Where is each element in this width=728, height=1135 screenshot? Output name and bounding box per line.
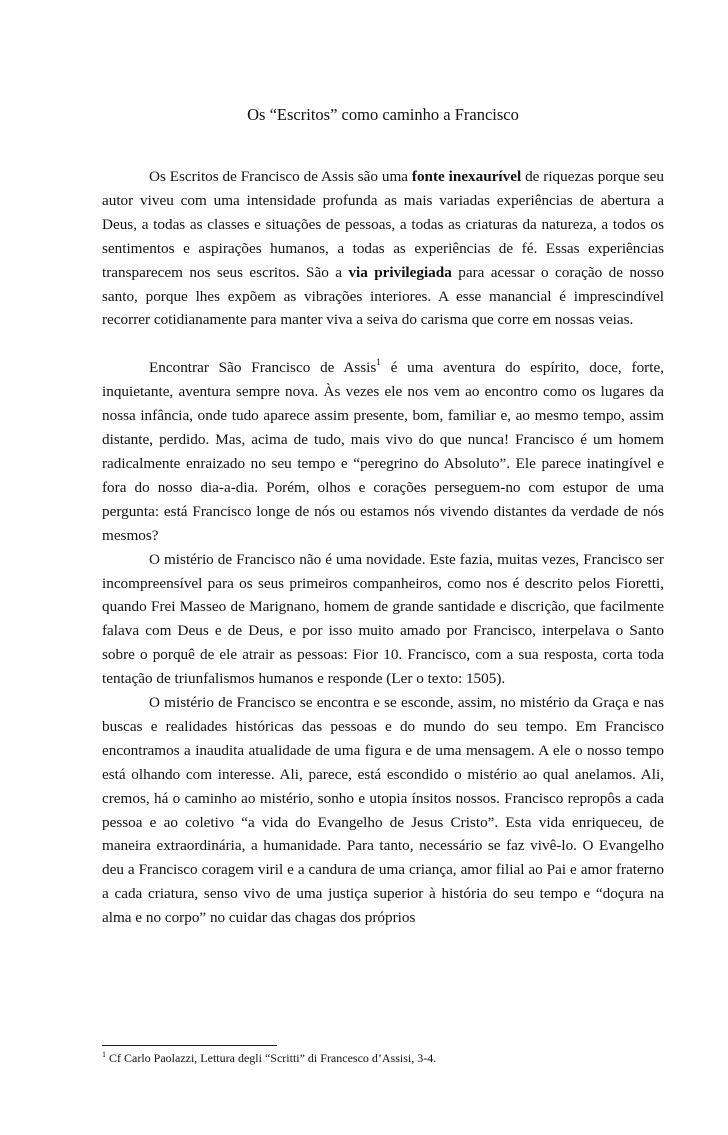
paragraph-1-bold-2: via privilegiada [348, 263, 452, 281]
paragraph-2 [102, 356, 664, 547]
page-title: Os “Escritos” como caminho a Francisco [247, 105, 519, 124]
paragraph-1-text-c: de riquezas porque seu autor viveu com uma intensidade profunda as mais variadas experiências de abertura a Deus, a todas as classes e situações de pessoas, a todas as criaturas da natureza, a todos os sentimentos e aspirações humanos, a todas as experiências de fé. Essas experiências transparecem nos seus escritos. São a [102, 168, 665, 281]
footnote [102, 1051, 662, 1066]
paragraph-1-text-d: para acessar o coração de nosso santo, porque lhes expõem as vibrações interiores. A esse manancial é imprescindível recorrer cotidianamente para manter viva a seiva do carisma que corre em nossas veias. [102, 263, 664, 329]
document-page [0, 105, 728, 1135]
paragraph-1-bold-1: fonte inexaurível [411, 168, 522, 185]
document-body [102, 165, 664, 930]
paragraph-2-text-a: Encontrar São Francisco de Assis [149, 359, 377, 377]
paragraph-1 [102, 165, 664, 332]
footnote-mark: 1 [102, 1050, 106, 1059]
paragraph-2-text-b: é uma aventura do espírito, doce, forte, inquietante, aventura sempre nova. Às vezes ele nos vem ao encontro como os lugares da nossa infância, onde tudo aparece assim presente, bom, familiar e, ao mesmo tempo, assim distante, perdido. Mas, acima de tudo, mais vivo do que nunca! Francisco é um homem radicalmente enraizado no seu tempo e “peregrino do Absoluto”. Ele parece inatingível e fora do nosso dia-a-dia. Porém, olhos e corações perseguem-no com estupor de uma pergunta: está Francisco longe de nós ou estamos nós vivendo distantes da verdade de nós mesmos? [102, 359, 664, 544]
paragraph-1-text-a: Os Escritos de Francisco de Assis são uma [149, 168, 412, 185]
paragraph-3: O mistério de Francisco não é uma novidade. Este fazia, muitas vezes, Francisco ser incompreensível para os seus primeiros companheiros, como nos é descrito pelos Fioretti, quando Frei Masseo de Marignano, homem de grande santidade e discrição, que facilmente falava com Deus e de Deus, e por isso muito amado por Francisco, interpelava o Santo sobre o porquê de ele atrair as pessoas: Fior 10. Francisco, com a sua resposta, corta toda tentação de triunfalismos humanos e responde (Ler o texto: 1505). [102, 550, 664, 688]
footnote-divider [102, 1045, 277, 1046]
footnote-text: Cf Carlo Paolazzi, Lettura degli “Scritti” di Francesco d’Assisi, 3-4. [106, 1051, 437, 1065]
footnote-reference[interactable]: 1 [376, 357, 381, 368]
paragraph-4: O mistério de Francisco se encontra e se esconde, assim, no mistério da Graça e nas buscas e realidades históricas das pessoas e do mundo do seu tempo. Em Francisco encontramos a inaudita atualidade de uma figura e de uma mensagem. A ele o nosso tempo está olhando com interesse. Ali, parece, está escondido o mistério ao qual anelamos. Ali, cremos, há o caminho ao mistério, sonho e utopia ínsitos nossos. Francisco repropôs a cada pessoa e ao coletivo “a vida do Evangelho de Jesus Cristo”. Esta vida enriqueceu, de maneira extraordinária, a humanidade. Para tanto, necessário se faz vivê-lo. O Evangelho deu a Francisco coragem viril e a candura de uma criança, amor filial ao Pai e amor fraterno a cada criatura, senso vivo de uma justiça superior à história do seu tempo e “doçura na alma e no corpo” no cuidar das chagas dos próprios [102, 694, 664, 927]
